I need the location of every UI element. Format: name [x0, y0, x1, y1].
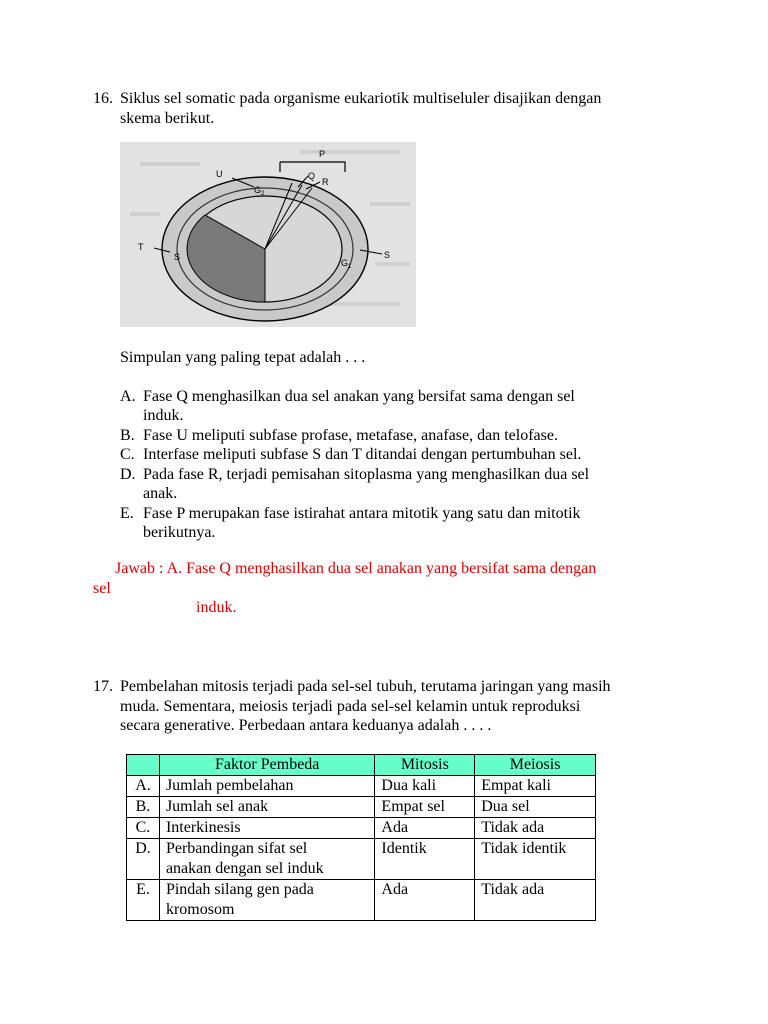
row-factor — [159, 839, 374, 880]
label-s-inner: S — [174, 252, 181, 262]
table-row — [127, 776, 596, 797]
row-mitosis: Dua kali — [375, 776, 475, 797]
row-mitosis: Ada — [375, 818, 475, 839]
question-17-stem-line-3: secara generative. Perbedaan antara keduanya adalah . . . . — [120, 717, 492, 734]
row-letter: A. — [127, 776, 160, 797]
option-d-line-1: Pada fase R, terjadi pemisahan sitoplasma yang menghasilkan dua sel — [143, 466, 590, 483]
row-meiosis: Dua sel — [475, 797, 596, 818]
row-factor-line-2: anakan dengan sel induk — [165, 860, 324, 877]
question-16-stem-line-1: Siklus sel somatic pada organisme eukariotik multiseluler disajikan dengan — [120, 90, 602, 107]
label-q: Q — [308, 171, 316, 181]
question-17-stem-line-1: Pembelahan mitosis terjadi pada sel-sel tubuh, terutama jaringan yang masih — [120, 678, 611, 695]
row-letter: C. — [127, 818, 160, 839]
option-e-line-1: Fase P merupakan fase istirahat antara mitotik yang satu dan mitotik — [143, 505, 581, 522]
table-row — [127, 880, 596, 921]
question-17-number: 17. — [93, 678, 113, 695]
header-factor: Faktor Pembeda — [159, 755, 374, 776]
label-g1: G — [341, 258, 349, 268]
row-factor-line-1: Perbandingan sifat sel — [165, 840, 308, 857]
table-header-row — [127, 755, 596, 776]
comparison-table — [126, 754, 596, 921]
row-letter: D. — [127, 839, 160, 880]
option-c-letter: C. — [120, 446, 135, 463]
option-d-line-2: anak. — [143, 485, 178, 502]
row-factor-line-1: Pindah silang gen pada — [165, 881, 314, 898]
option-b-letter: B. — [120, 427, 135, 444]
option-c-line-1: Interfase meliputi subfase S dan T ditandai dengan pertumbuhan sel. — [143, 446, 582, 463]
cell-cycle-svg — [120, 142, 416, 327]
row-factor: Interkinesis — [159, 818, 374, 839]
header-meiosis: Meiosis — [475, 755, 596, 776]
row-meiosis: Tidak ada — [475, 880, 596, 921]
option-a-letter: A. — [120, 388, 136, 405]
header-mitosis: Mitosis — [375, 755, 475, 776]
option-d-letter: D. — [120, 466, 136, 483]
row-meiosis: Tidak identik — [475, 839, 596, 880]
option-a-line-2: induk. — [143, 407, 184, 424]
table-row — [127, 818, 596, 839]
table-row — [127, 797, 596, 818]
label-p: P — [319, 149, 326, 159]
row-letter: E. — [127, 880, 160, 921]
label-t: T — [138, 242, 144, 252]
answer-line-1: Jawab : A. Fase Q menghasilkan dua sel anakan yang bersifat sama dengan — [115, 560, 597, 577]
label-u: U — [216, 169, 223, 179]
label-g2: G — [254, 185, 262, 195]
answer-line-2: sel — [93, 580, 111, 597]
table-row — [127, 839, 596, 880]
option-b-line-1: Fase U meliputi subfase profase, metafase, anafase, dan telofase. — [143, 427, 558, 444]
option-e-line-2: berikutnya. — [143, 524, 216, 541]
option-a-line-1: Fase Q menghasilkan dua sel anakan yang bersifat sama dengan sel — [143, 388, 575, 405]
row-meiosis: Empat kali — [475, 776, 596, 797]
option-e-letter: E. — [120, 505, 134, 522]
row-mitosis: Identik — [375, 839, 475, 880]
answer-line-3: induk. — [196, 599, 237, 616]
label-g2-sub: 2 — [261, 191, 265, 197]
row-mitosis: Empat sel — [375, 797, 475, 818]
row-letter: B. — [127, 797, 160, 818]
label-s-right: S — [384, 250, 391, 260]
question-16-number: 16. — [93, 90, 113, 107]
question-16-stem-line-2: skema berikut. — [120, 110, 215, 127]
question-16-conclusion: Simpulan yang paling tepat adalah . . . — [120, 349, 366, 366]
row-factor-line-2: kromosom — [165, 901, 235, 918]
label-g1-sub: 1 — [348, 264, 352, 270]
row-mitosis: Ada — [375, 880, 475, 921]
row-meiosis: Tidak ada — [475, 818, 596, 839]
cell-cycle-diagram — [120, 142, 416, 327]
question-17-stem-line-2: muda. Sementara, meiosis terjadi pada sel-sel kelamin untuk reproduksi — [120, 698, 581, 715]
row-factor — [159, 880, 374, 921]
header-letter — [127, 755, 160, 776]
label-r: R — [322, 177, 329, 187]
row-factor: Jumlah sel anak — [159, 797, 374, 818]
row-factor: Jumlah pembelahan — [159, 776, 374, 797]
